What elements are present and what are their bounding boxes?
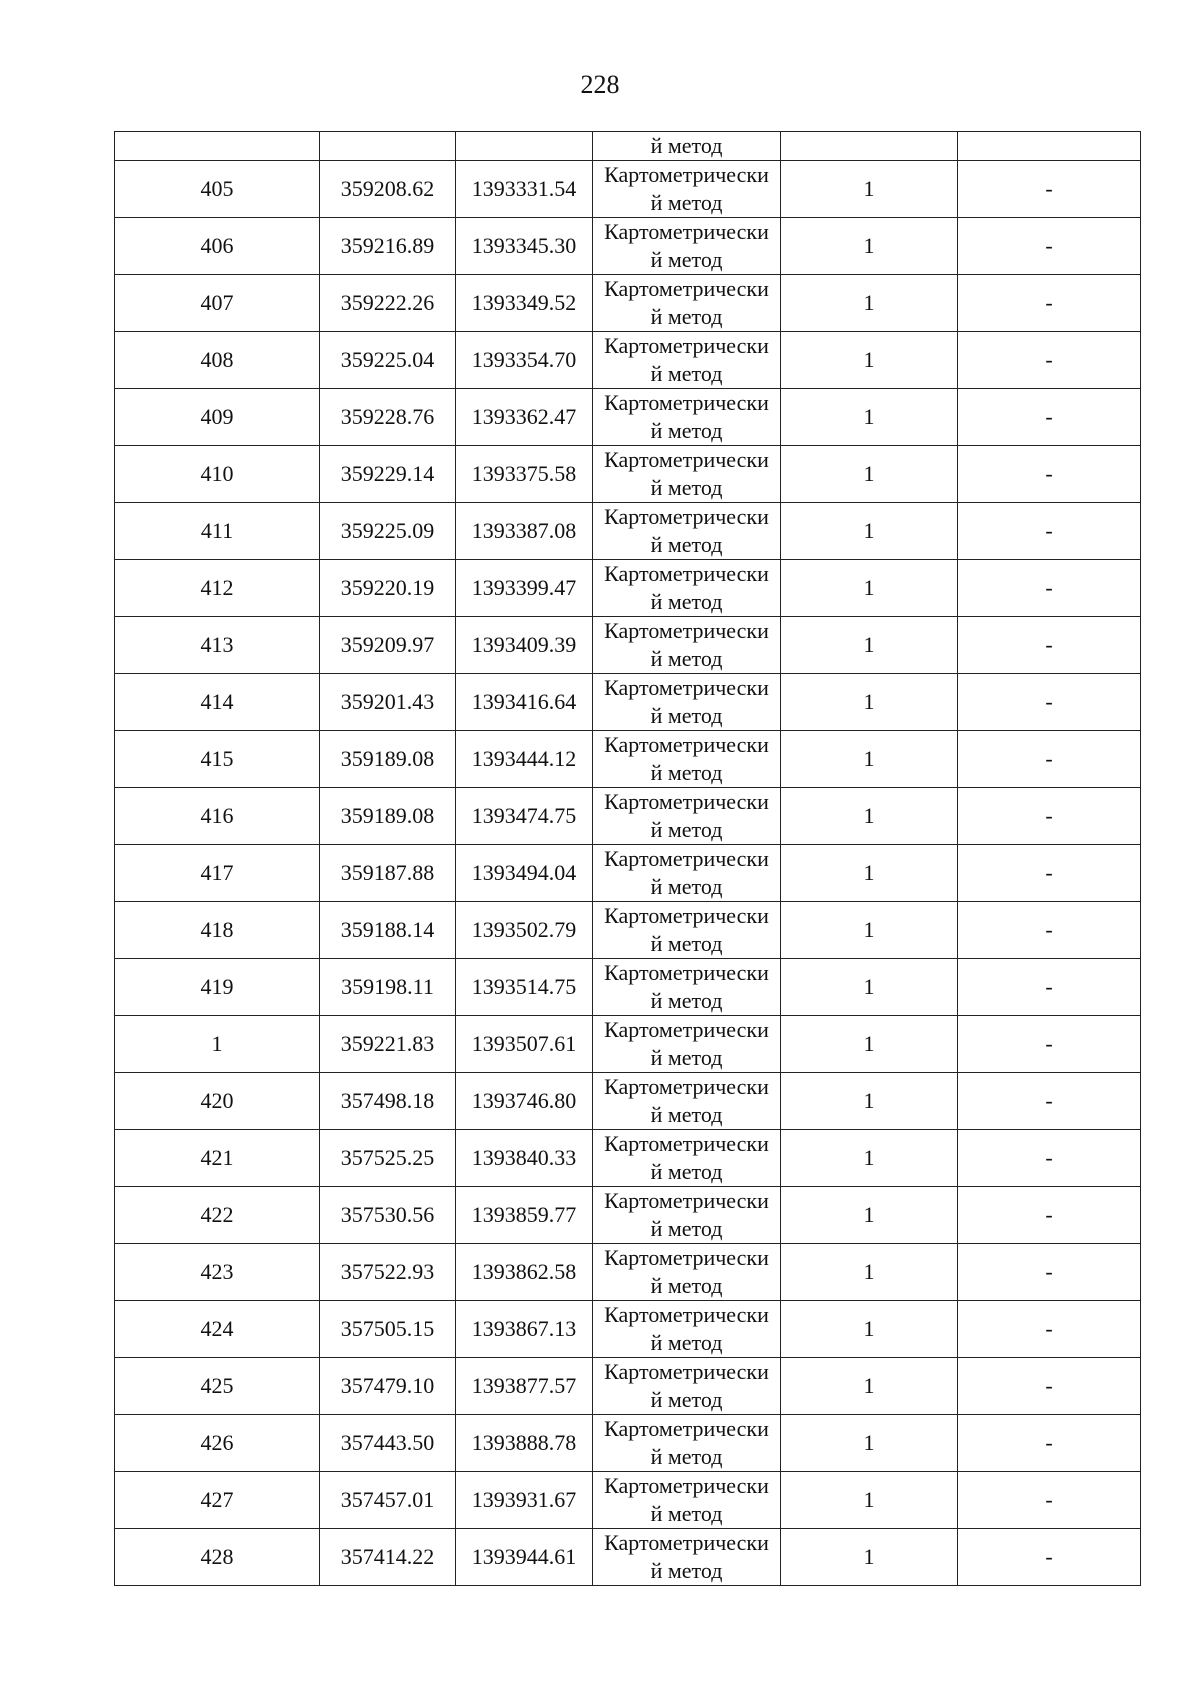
method-line-2: й метод — [650, 1444, 723, 1469]
method-line-1: Картометрически — [604, 504, 769, 529]
cell-x: 359187.88 — [320, 845, 456, 902]
cell-point: 428 — [115, 1529, 320, 1586]
method-line-1: Картометрически — [604, 789, 769, 814]
cell-x: 359201.43 — [320, 674, 456, 731]
cell-note — [958, 132, 1141, 161]
cell-y: 1393494.04 — [456, 845, 593, 902]
cell-point: 413 — [115, 617, 320, 674]
table-row — [115, 674, 1141, 731]
method-line-2: й метод — [650, 931, 723, 956]
cell-note: - — [958, 617, 1141, 674]
table-row — [115, 845, 1141, 902]
cell-x: 359225.04 — [320, 332, 456, 389]
cell-y: 1393345.30 — [456, 218, 593, 275]
cell-x: 359220.19 — [320, 560, 456, 617]
method-line-2: й метод — [650, 874, 723, 899]
table-row — [115, 1187, 1141, 1244]
cell-accuracy: 1 — [781, 1529, 958, 1586]
method-line-2: й метод — [650, 646, 723, 671]
cell-method — [593, 1415, 781, 1472]
method-line-1: Картометрически — [604, 1416, 769, 1441]
cell-point: 412 — [115, 560, 320, 617]
cell-method — [593, 845, 781, 902]
cell-method — [593, 1301, 781, 1358]
cell-point: 419 — [115, 959, 320, 1016]
table-row — [115, 1529, 1141, 1586]
table-row — [115, 1130, 1141, 1187]
table-row — [115, 731, 1141, 788]
cell-y: 1393416.64 — [456, 674, 593, 731]
cell-accuracy: 1 — [781, 161, 958, 218]
method-line-1: Картометрически — [604, 903, 769, 928]
cell-method — [593, 1016, 781, 1073]
cell-method — [593, 389, 781, 446]
method-line-1: Картометрически — [604, 561, 769, 586]
cell-note: - — [958, 1301, 1141, 1358]
cell-x: 357479.10 — [320, 1358, 456, 1415]
method-line-1: Картометрически — [604, 162, 769, 187]
method-line-1: Картометрически — [604, 1245, 769, 1270]
cell-note: - — [958, 1472, 1141, 1529]
cell-x: 359229.14 — [320, 446, 456, 503]
cell-method — [593, 1130, 781, 1187]
cell-note: - — [958, 1187, 1141, 1244]
cell-method — [593, 1244, 781, 1301]
cell-note: - — [958, 275, 1141, 332]
table-row — [115, 275, 1141, 332]
table-row — [115, 1016, 1141, 1073]
cell-x: 357414.22 — [320, 1529, 456, 1586]
cell-accuracy: 1 — [781, 560, 958, 617]
cell-accuracy: 1 — [781, 1358, 958, 1415]
method-line-1: Картометрически — [604, 675, 769, 700]
table-row — [115, 560, 1141, 617]
cell-note: - — [958, 902, 1141, 959]
cell-point: 411 — [115, 503, 320, 560]
cell-y: 1393399.47 — [456, 560, 593, 617]
cell-y: 1393877.57 — [456, 1358, 593, 1415]
cell-accuracy: 1 — [781, 1073, 958, 1130]
table-row — [115, 1073, 1141, 1130]
method-line-1: Картометрически — [604, 1131, 769, 1156]
cell-note: - — [958, 845, 1141, 902]
cell-note: - — [958, 674, 1141, 731]
coordinates-table — [114, 131, 1141, 1586]
cell-accuracy: 1 — [781, 731, 958, 788]
cell-note: - — [958, 1415, 1141, 1472]
cell-accuracy: 1 — [781, 788, 958, 845]
method-line-2: й метод — [650, 475, 723, 500]
method-line-1: Картометрически — [604, 732, 769, 757]
cell-y: 1393354.70 — [456, 332, 593, 389]
cell-point: 1 — [115, 1016, 320, 1073]
cell-x: 359189.08 — [320, 788, 456, 845]
cell-y: 1393931.67 — [456, 1472, 593, 1529]
cell-method — [593, 1358, 781, 1415]
table-row — [115, 959, 1141, 1016]
cell-y: 1393362.47 — [456, 389, 593, 446]
cell-accuracy: 1 — [781, 902, 958, 959]
cell-point: 415 — [115, 731, 320, 788]
method-line-1: Картометрически — [604, 276, 769, 301]
page-number: 228 — [580, 70, 620, 99]
method-line-1: Картометрически — [604, 390, 769, 415]
cell-accuracy: 1 — [781, 218, 958, 275]
method-line-2: й метод — [650, 418, 723, 443]
cell-note: - — [958, 1244, 1141, 1301]
method-line-1: Картометрически — [604, 960, 769, 985]
method-line-1: Картометрически — [604, 1359, 769, 1384]
table-row — [115, 218, 1141, 275]
cell-point: 424 — [115, 1301, 320, 1358]
cell-y: 1393409.39 — [456, 617, 593, 674]
method-line-2: й метод — [650, 361, 723, 386]
cell-x: 359189.08 — [320, 731, 456, 788]
cell-method — [593, 560, 781, 617]
cell-x: 357443.50 — [320, 1415, 456, 1472]
table-row — [115, 902, 1141, 959]
cell-y: 1393867.13 — [456, 1301, 593, 1358]
cell-y — [456, 132, 593, 161]
cell-method — [593, 617, 781, 674]
table-row — [115, 332, 1141, 389]
cell-accuracy: 1 — [781, 332, 958, 389]
cell-accuracy: 1 — [781, 1415, 958, 1472]
cell-method — [593, 1073, 781, 1130]
cell-point: 409 — [115, 389, 320, 446]
cell-accuracy: 1 — [781, 1130, 958, 1187]
cell-note: - — [958, 332, 1141, 389]
cell-y: 1393444.12 — [456, 731, 593, 788]
method-line-1: Картометрически — [604, 1473, 769, 1498]
cell-x: 359198.11 — [320, 959, 456, 1016]
cell-accuracy: 1 — [781, 1301, 958, 1358]
cell-point: 427 — [115, 1472, 320, 1529]
cell-note: - — [958, 1073, 1141, 1130]
method-line-2: й метод — [650, 817, 723, 842]
cell-y: 1393387.08 — [456, 503, 593, 560]
method-line-1: Картометрически — [604, 1188, 769, 1213]
method-line-2: й метод — [650, 532, 723, 557]
cell-method — [593, 446, 781, 503]
method-line-1: Картометрически — [604, 333, 769, 358]
cell-y: 1393859.77 — [456, 1187, 593, 1244]
method-line-2: й метод — [650, 1216, 723, 1241]
method-line-2: й метод — [650, 1330, 723, 1355]
cell-accuracy: 1 — [781, 446, 958, 503]
method-line-1: Картометрически — [604, 1302, 769, 1327]
cell-method — [593, 503, 781, 560]
cell-point: 414 — [115, 674, 320, 731]
cell-x: 357498.18 — [320, 1073, 456, 1130]
cell-y: 1393746.80 — [456, 1073, 593, 1130]
cell-x: 359188.14 — [320, 902, 456, 959]
cell-x: 359221.83 — [320, 1016, 456, 1073]
method-line-2: й метод — [650, 703, 723, 728]
cell-method — [593, 788, 781, 845]
cell-point: 423 — [115, 1244, 320, 1301]
cell-y: 1393349.52 — [456, 275, 593, 332]
cell-x: 359228.76 — [320, 389, 456, 446]
cell-note: - — [958, 560, 1141, 617]
method-line-1: Картометрически — [604, 618, 769, 643]
method-line-1: Картометрически — [604, 1530, 769, 1555]
cell-y: 1393375.58 — [456, 446, 593, 503]
table-row — [115, 1358, 1141, 1415]
cell-accuracy: 1 — [781, 959, 958, 1016]
cell-note: - — [958, 446, 1141, 503]
method-line-2: й метод — [650, 988, 723, 1013]
cell-y: 1393474.75 — [456, 788, 593, 845]
cell-point — [115, 132, 320, 161]
cell-accuracy: 1 — [781, 275, 958, 332]
table-row-continued — [115, 132, 1141, 161]
cell-x: 357522.93 — [320, 1244, 456, 1301]
cell-note: - — [958, 1529, 1141, 1586]
method-line-2: й метод — [650, 304, 723, 329]
cell-point: 406 — [115, 218, 320, 275]
coordinates-table-body — [115, 132, 1141, 1586]
cell-note: - — [958, 959, 1141, 1016]
table-row — [115, 446, 1141, 503]
table-row — [115, 1472, 1141, 1529]
cell-x: 357525.25 — [320, 1130, 456, 1187]
cell-point: 426 — [115, 1415, 320, 1472]
cell-point: 422 — [115, 1187, 320, 1244]
cell-method — [593, 218, 781, 275]
method-line-1: Картометрически — [604, 1074, 769, 1099]
cell-y: 1393888.78 — [456, 1415, 593, 1472]
cell-note: - — [958, 1130, 1141, 1187]
cell-accuracy: 1 — [781, 674, 958, 731]
cell-point: 421 — [115, 1130, 320, 1187]
cell-method — [593, 1187, 781, 1244]
cell-point: 405 — [115, 161, 320, 218]
cell-method — [593, 332, 781, 389]
cell-accuracy: 1 — [781, 503, 958, 560]
cell-method — [593, 1529, 781, 1586]
cell-accuracy: 1 — [781, 1016, 958, 1073]
cell-point: 410 — [115, 446, 320, 503]
method-line-2: й метод — [650, 1501, 723, 1526]
table-row — [115, 617, 1141, 674]
cell-x: 357530.56 — [320, 1187, 456, 1244]
cell-note: - — [958, 731, 1141, 788]
method-line-1: Картометрически — [604, 846, 769, 871]
table-row — [115, 1415, 1141, 1472]
cell-note: - — [958, 1016, 1141, 1073]
cell-note: - — [958, 161, 1141, 218]
method-line-2: й метод — [650, 247, 723, 272]
cell-note: - — [958, 503, 1141, 560]
method-line-2: й метод — [650, 1273, 723, 1298]
cell-x: 357505.15 — [320, 1301, 456, 1358]
method-line-2: й метод — [650, 1558, 723, 1583]
cell-note: - — [958, 389, 1141, 446]
cell-accuracy: 1 — [781, 1244, 958, 1301]
cell-point: 416 — [115, 788, 320, 845]
cell-x — [320, 132, 456, 161]
cell-method — [593, 1472, 781, 1529]
cell-accuracy: 1 — [781, 617, 958, 674]
cell-note: - — [958, 218, 1141, 275]
cell-method — [593, 674, 781, 731]
cell-point: 408 — [115, 332, 320, 389]
cell-x: 359209.97 — [320, 617, 456, 674]
method-line-2: й метод — [650, 760, 723, 785]
cell-point: 420 — [115, 1073, 320, 1130]
cell-accuracy: 1 — [781, 1187, 958, 1244]
cell-y: 1393502.79 — [456, 902, 593, 959]
cell-note: - — [958, 788, 1141, 845]
cell-y: 1393507.61 — [456, 1016, 593, 1073]
cell-y: 1393840.33 — [456, 1130, 593, 1187]
cell-x: 359225.09 — [320, 503, 456, 560]
cell-method — [593, 275, 781, 332]
cell-point: 407 — [115, 275, 320, 332]
cell-point: 425 — [115, 1358, 320, 1415]
cell-accuracy: 1 — [781, 845, 958, 902]
cell-y: 1393514.75 — [456, 959, 593, 1016]
table-row — [115, 788, 1141, 845]
method-line-2: й метод — [650, 589, 723, 614]
table-row — [115, 161, 1141, 218]
method-line-2: й метод — [650, 1387, 723, 1412]
cell-note: - — [958, 1358, 1141, 1415]
table-row — [115, 503, 1141, 560]
method-line-1: Картометрически — [604, 1017, 769, 1042]
method-line-2: й метод — [650, 1102, 723, 1127]
cell-point: 418 — [115, 902, 320, 959]
cell-x: 359222.26 — [320, 275, 456, 332]
cell-accuracy: 1 — [781, 1472, 958, 1529]
cell-method — [593, 959, 781, 1016]
cell-y: 1393331.54 — [456, 161, 593, 218]
table-row — [115, 1301, 1141, 1358]
cell-method — [593, 161, 781, 218]
method-line-2: й метод — [650, 1045, 723, 1070]
cell-accuracy: 1 — [781, 389, 958, 446]
cell-y: 1393944.61 — [456, 1529, 593, 1586]
cell-method — [593, 902, 781, 959]
cell-x: 357457.01 — [320, 1472, 456, 1529]
cell-x: 359208.62 — [320, 161, 456, 218]
cell-point: 417 — [115, 845, 320, 902]
method-line-1: Картометрически — [604, 219, 769, 244]
method-line-1: Картометрически — [604, 447, 769, 472]
table-row — [115, 1244, 1141, 1301]
cell-y: 1393862.58 — [456, 1244, 593, 1301]
cell-method — [593, 731, 781, 788]
cell-method: й метод — [593, 132, 781, 161]
cell-x: 359216.89 — [320, 218, 456, 275]
method-line-2: й метод — [650, 190, 723, 215]
table-row — [115, 389, 1141, 446]
method-line-2: й метод — [650, 1159, 723, 1184]
cell-accuracy — [781, 132, 958, 161]
